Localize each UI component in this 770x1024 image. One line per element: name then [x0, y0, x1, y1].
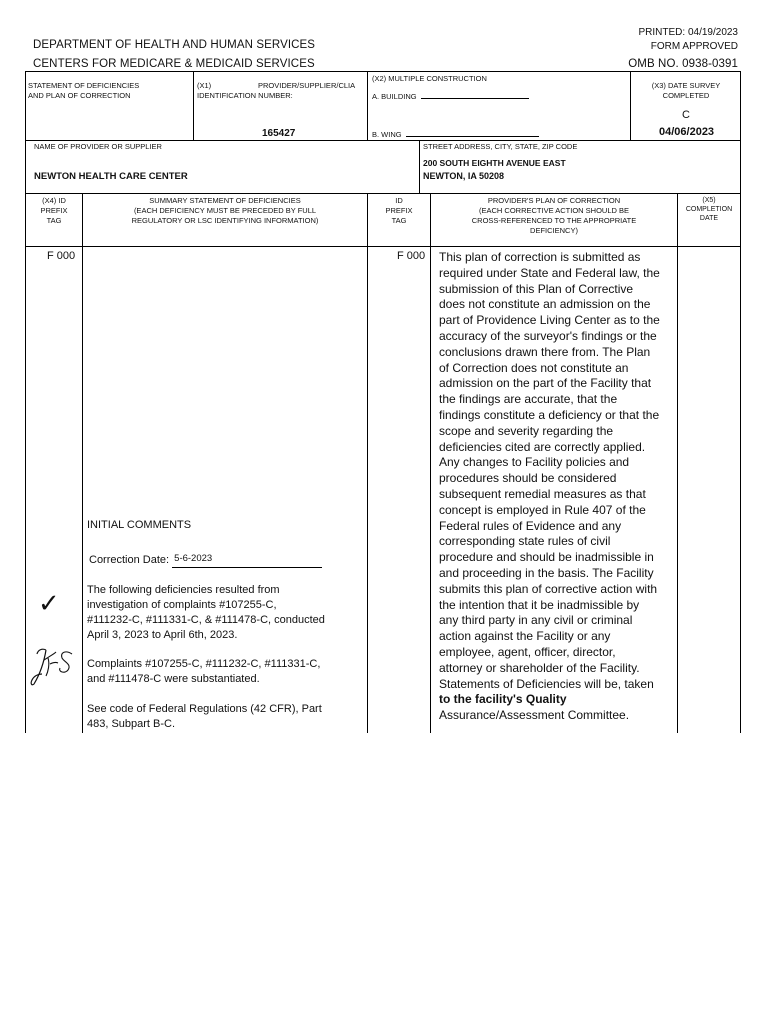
- plan-text-line: conclusions drawn there from. The Plan: [439, 344, 651, 359]
- provider-number: 165427: [262, 128, 296, 139]
- plan-text-line: scope and severity regarding the: [439, 423, 614, 438]
- provider-name: NEWTON HEALTH CARE CENTER: [34, 171, 188, 182]
- plan-text-line: deficiencies cited are correctly applied.: [439, 439, 646, 454]
- plan-text-line: required under State and Federal law, the: [439, 265, 660, 280]
- centers-title: CENTERS FOR MEDICARE & MEDICAID SERVICES: [33, 58, 315, 70]
- omb-number: OMB NO. 0938-0391: [628, 58, 738, 70]
- plan-text-line: action against the Facility or any: [439, 629, 611, 644]
- x2-label: (X2) MULTIPLE CONSTRUCTION: [372, 74, 487, 83]
- id-column-header: ID PREFIX TAG: [385, 196, 413, 225]
- plan-text-line: of Correction does not constitute an: [439, 360, 629, 375]
- wing-label: B. WING: [372, 130, 539, 140]
- x5-column-header: (X5) COMPLETION DATE: [685, 197, 733, 222]
- plan-text-line: attorney or shareholder of the Facility.: [439, 660, 640, 675]
- checkmark-icon: ✓: [38, 588, 60, 618]
- plan-text-line: submits this plan of corrective action with: [439, 581, 658, 596]
- plan-text-line: employee, agent, officer, director,: [439, 644, 616, 659]
- form-approved: FORM APPROVED: [650, 41, 738, 52]
- plan-text-line: part of Providence Living Center as to the: [439, 313, 660, 328]
- plan-text-line: procedures should be considered: [439, 471, 617, 486]
- correction-date: Correction Date: 5-6-2023: [89, 553, 322, 568]
- plan-text-line: the intention that it be inadmissible by: [439, 597, 640, 612]
- plan-text-line: Federal rules of Evidence and any: [439, 518, 622, 533]
- provider-name-label: NAME OF PROVIDER OR SUPPLIER: [34, 142, 162, 151]
- plan-text-line: any third party in any civil or criminal: [439, 613, 633, 628]
- plan-text-line: to the facility's Quality: [439, 692, 567, 707]
- printed-date: PRINTED: 04/19/2023: [638, 27, 738, 38]
- address-line-1: 200 SOUTH EIGHTH AVENUE EAST: [423, 158, 566, 168]
- provider-id-label-2: IDENTIFICATION NUMBER:: [197, 91, 293, 100]
- department-title: DEPARTMENT OF HEALTH AND HUMAN SERVICES: [33, 39, 316, 51]
- address-line-2: NEWTON, IA 50208: [423, 171, 505, 181]
- survey-code: C: [682, 109, 690, 121]
- plan-text-line: corresponding state rules of civil: [439, 534, 611, 549]
- correction-date-value: 5-6-2023: [174, 553, 213, 564]
- plan-text-line: subsequent remedial measures as that: [439, 486, 646, 501]
- plan-of-correction-text: [439, 250, 675, 724]
- survey-completed-label: (X3) DATE SURVEY COMPLETED: [651, 81, 721, 100]
- plan-text-line: accuracy of the surveyor's findings or the: [439, 328, 657, 343]
- plan-text-line: This plan of correction is submitted as: [439, 250, 641, 264]
- plan-column-header: PROVIDER'S PLAN OF CORRECTION (EACH CORRECTIVE ACTION SHOULD BE CROSS-REFERENCED TO THE APPROPRIATE DEFICIENCY): [471, 196, 637, 235]
- x1-label: (X1): [197, 81, 212, 90]
- plan-text-line: concept is employed in Rule 407 of the: [439, 502, 646, 517]
- survey-date: 04/06/2023: [659, 126, 715, 138]
- plan-text-line: Statements of Deficiencies will be, taken: [439, 676, 654, 691]
- left-prefix-tag: F 000: [47, 250, 76, 262]
- plan-text-line: and proceeding in the basis. The Facility: [439, 565, 654, 580]
- statement-label: STATEMENT OF DEFICIENCIES AND PLAN OF CORRECTION: [28, 81, 140, 100]
- initials-signature-icon: [28, 644, 80, 688]
- plan-text-line: the findings are accurate, that the: [439, 392, 618, 407]
- plan-text-line: admission on the part of the Facility that: [439, 376, 652, 391]
- deficiency-paragraph-2: Complaints #107255-C, #111232-C, #111331-C, and #111478-C were substantiated.: [87, 658, 321, 685]
- provider-id-label-1: PROVIDER/SUPPLIER/CLIA: [258, 81, 356, 90]
- address-label: STREET ADDRESS, CITY, STATE, ZIP CODE: [423, 142, 578, 151]
- plan-text-line: submission of this Plan of Corrective: [439, 281, 634, 296]
- x4-column-header: (X4) ID PREFIX TAG: [40, 196, 68, 225]
- plan-text-line: Assurance/Assessment Committee.: [439, 708, 630, 723]
- summary-column-header: SUMMARY STATEMENT OF DEFICIENCIES (EACH DEFICIENCY MUST BE PRECEDED BY FULL REGULATORY OR LSC IDENTIFYING INFORMATION): [131, 196, 319, 225]
- deficiency-paragraph-1: The following deficiencies resulted from investigation of complaints #107255-C, #111232-C, #111331-C, & #111478-C, conducted April 3, 2023 to April 6th, 2023.: [87, 584, 325, 641]
- deficiency-paragraph-3: See code of Federal Regulations (42 CFR), Part 483, Subpart B-C.: [87, 703, 322, 730]
- plan-text-line: procedure and should be inadmissible in: [439, 550, 654, 565]
- initial-comments-heading: INITIAL COMMENTS: [87, 519, 192, 531]
- building-label: A. BUILDING: [372, 92, 529, 102]
- right-prefix-tag: F 000: [397, 250, 426, 262]
- plan-text-line: Any changes to Facility policies and: [439, 455, 630, 470]
- plan-text-line: does not constitute an admission on the: [439, 297, 651, 312]
- plan-text-line: findings constitute a deficiency or that the: [439, 407, 660, 422]
